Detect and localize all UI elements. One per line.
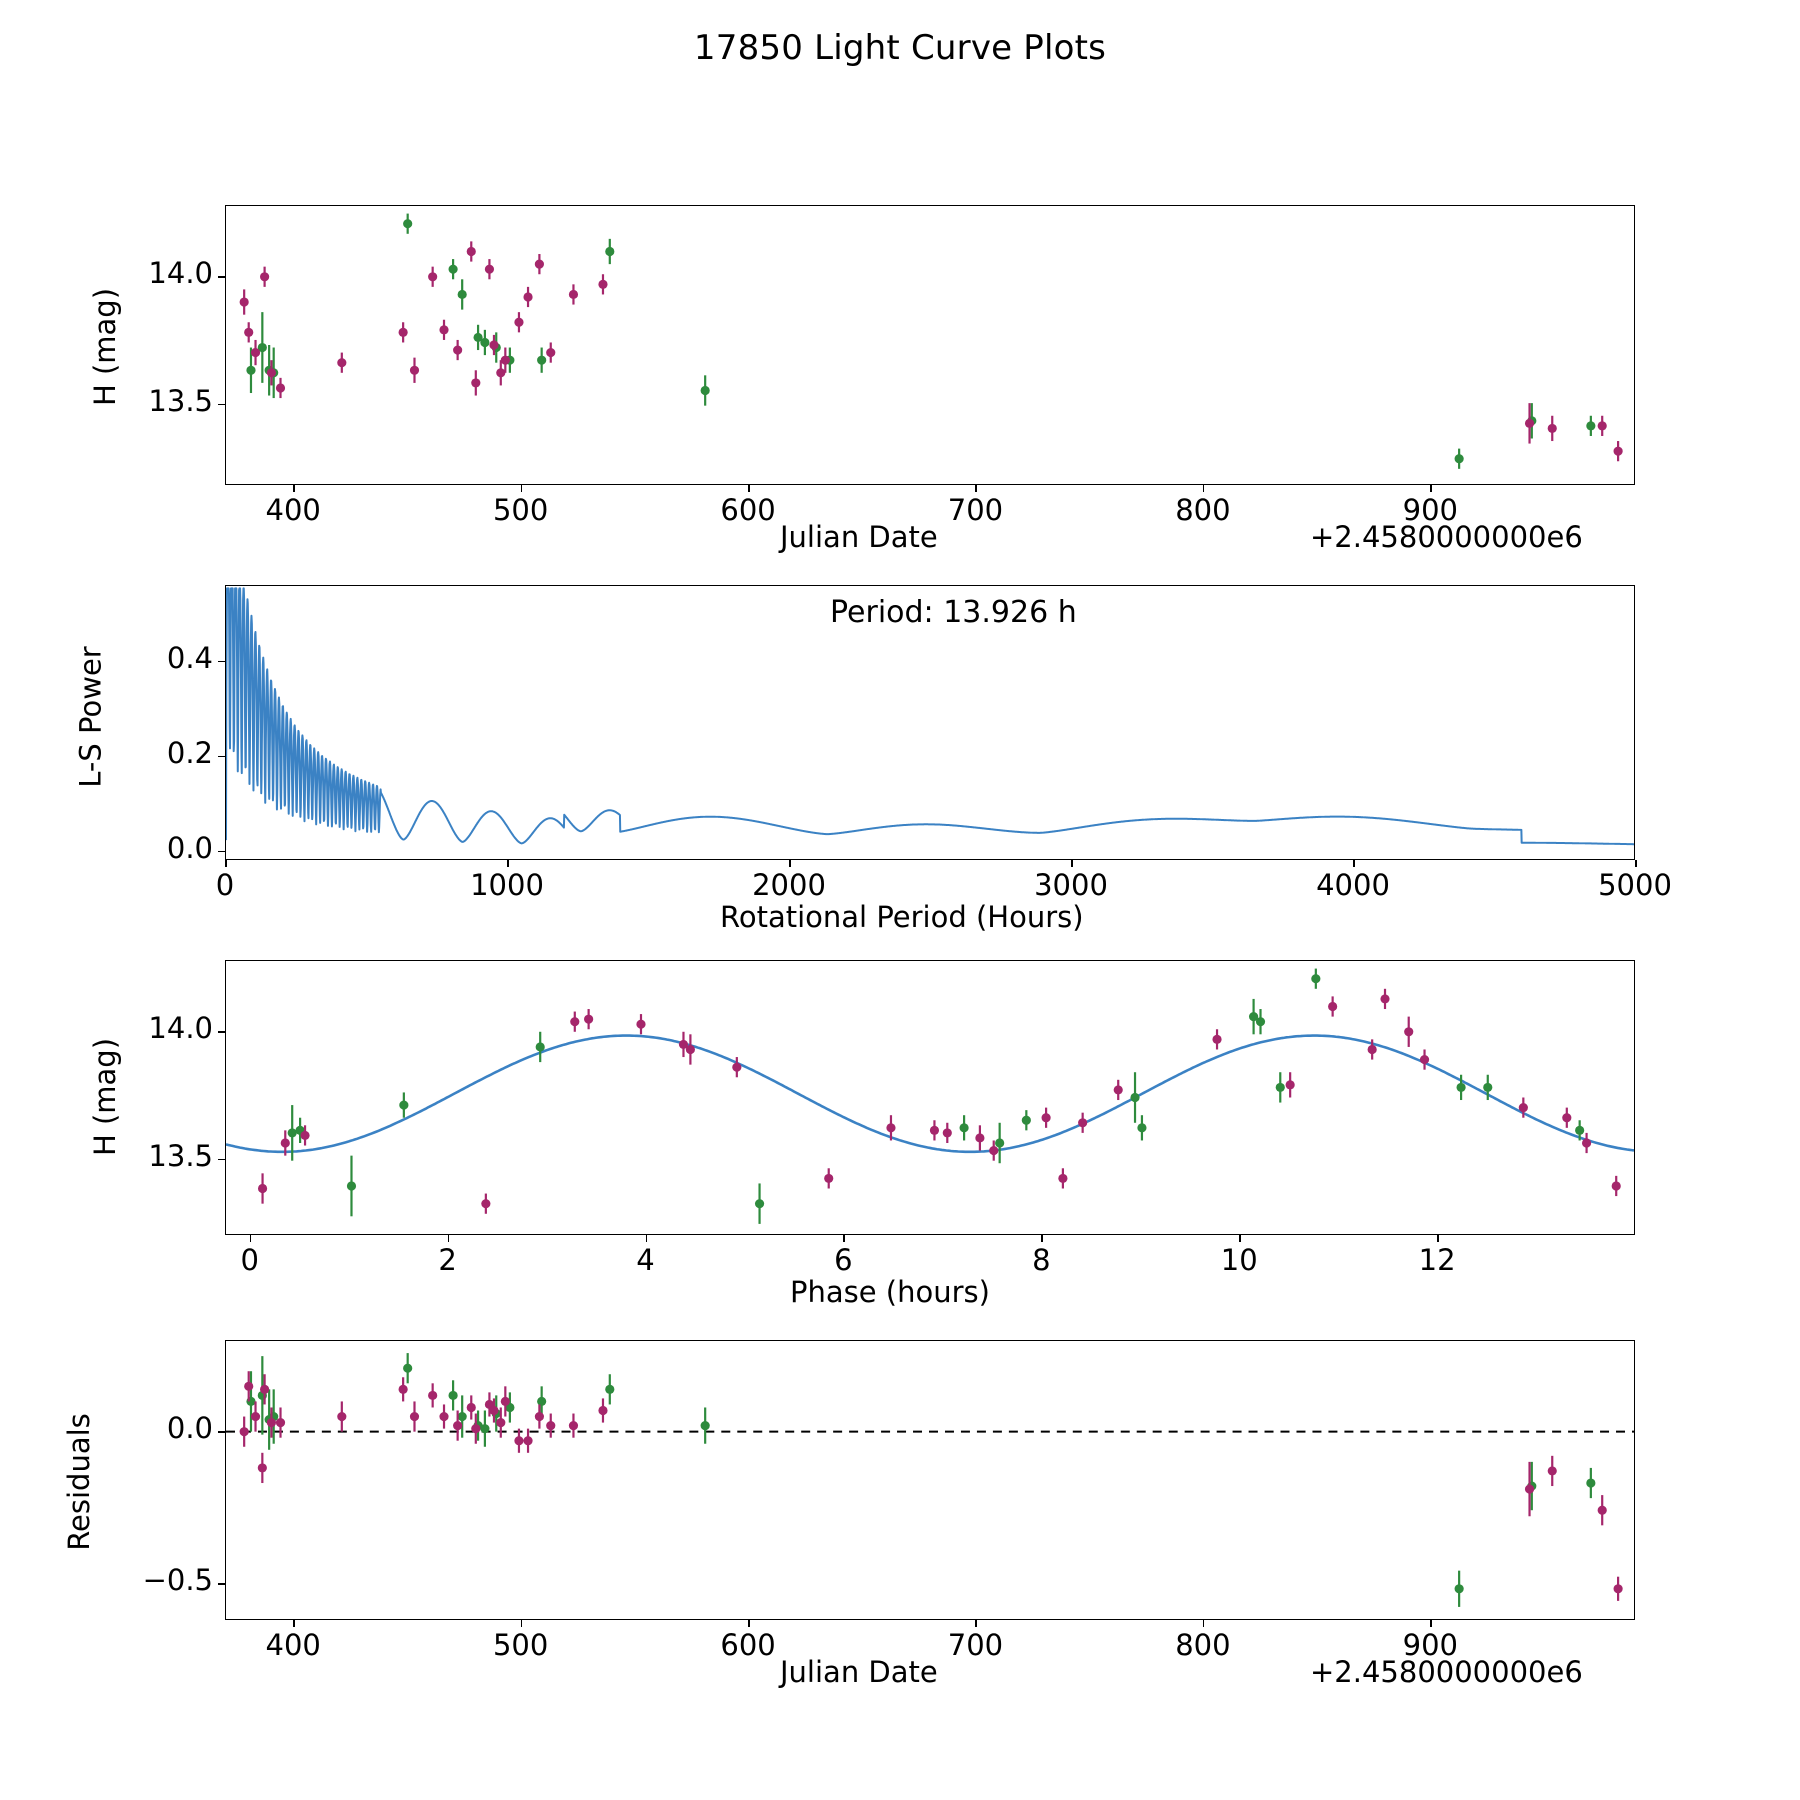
panel2-xtick: 4000 xyxy=(1316,868,1390,902)
panel1-x-axis-offset: +2.4580000000e6 xyxy=(1310,520,1583,554)
panel2-ytick: 0.4 xyxy=(166,640,213,675)
series-green-band xyxy=(246,214,1595,469)
panel1-xtick-mark xyxy=(293,485,295,492)
series-green-band xyxy=(288,969,1585,1224)
panel4-xtick-mark xyxy=(293,1620,295,1627)
panel4-xtick-mark xyxy=(975,1620,977,1627)
panel3-plot-area xyxy=(226,961,1634,1234)
panel4-ytick-mark xyxy=(218,1583,225,1585)
panel4-xtick: 800 xyxy=(1175,1628,1231,1662)
panel1-xtick-mark xyxy=(748,485,750,492)
panel2-xtick: 5000 xyxy=(1598,868,1672,902)
panel4-x-axis-label: Julian Date xyxy=(780,1655,938,1689)
panel3-xtick-mark xyxy=(646,1235,648,1242)
panel1-y-axis-label: H (mag) xyxy=(88,287,123,407)
panel3-xtick: 4 xyxy=(636,1243,655,1277)
panel4-y-axis-label: Residuals xyxy=(61,1413,96,1551)
panel4-xtick: 500 xyxy=(492,1628,549,1662)
panel2-ytick-mark xyxy=(218,661,225,663)
series-magenta-band xyxy=(240,1371,1623,1601)
panel4-x-axis-offset: +2.4580000000e6 xyxy=(1310,1655,1583,1689)
panel-lightcurve-time-series xyxy=(225,205,1635,485)
series-magenta-band xyxy=(258,989,1621,1214)
panel1-plot-area xyxy=(226,206,1634,484)
panel3-xtick: 0 xyxy=(240,1243,259,1277)
panel2-xtick-mark xyxy=(1635,860,1637,867)
figure-title: 17850 Light Curve Plots xyxy=(693,28,1107,68)
panel2-xtick: 1000 xyxy=(470,868,544,902)
panel3-xtick-mark xyxy=(1041,1235,1043,1242)
panel1-ytick-mark xyxy=(218,404,225,406)
panel1-xtick-mark xyxy=(1430,485,1432,492)
panel4-xtick: 600 xyxy=(720,1628,776,1662)
panel2-ytick-mark xyxy=(218,756,225,758)
panel3-xtick-mark xyxy=(843,1235,845,1242)
panel1-x-axis-label: Julian Date xyxy=(780,520,938,554)
panel4-xtick-mark xyxy=(521,1620,523,1627)
panel2-ytick: 0.2 xyxy=(166,735,213,770)
panel4-xtick-mark xyxy=(748,1620,750,1627)
panel-residuals-time-series xyxy=(225,1340,1635,1620)
panel-phase-folded-lightcurve xyxy=(225,960,1635,1235)
panel3-ytick: 13.5 xyxy=(148,1138,213,1173)
panel4-xtick: 900 xyxy=(1402,1628,1458,1662)
series-green-band xyxy=(246,1353,1595,1607)
panel1-ytick: 14.0 xyxy=(148,256,213,291)
panel1-xtick: 700 xyxy=(947,493,1004,527)
panel4-xtick: 400 xyxy=(265,1628,321,1662)
panel3-xtick-mark xyxy=(250,1235,252,1242)
panel2-x-axis-label: Rotational Period (Hours) xyxy=(720,900,1084,934)
panel1-ytick: 13.5 xyxy=(148,383,213,418)
panel2-y-axis-label: L-S Power xyxy=(73,646,108,788)
panel1-xtick-mark xyxy=(975,485,977,492)
panel3-xtick: 8 xyxy=(1032,1243,1051,1277)
panel2-xtick: 3000 xyxy=(1034,868,1108,902)
panel2-xtick-mark xyxy=(507,860,509,867)
panel2-xtick-mark xyxy=(225,860,227,867)
panel3-data-layer xyxy=(226,961,1634,1234)
panel3-y-axis-label: H (mag) xyxy=(88,1037,123,1157)
period-annotation: Period: 13.926 h xyxy=(830,595,1077,630)
panel3-xtick: 10 xyxy=(1220,1243,1258,1277)
fourier-fit-curve xyxy=(226,1036,1634,1152)
panel4-ytick: −0.5 xyxy=(142,1563,213,1598)
panel3-xtick-mark xyxy=(1437,1235,1439,1242)
panel4-xtick-mark xyxy=(1430,1620,1432,1627)
panel3-xtick-mark xyxy=(448,1235,450,1242)
panel2-xtick-mark xyxy=(789,860,791,867)
panel1-data-layer xyxy=(226,206,1634,484)
panel2-xtick-mark xyxy=(1071,860,1073,867)
panel1-xtick: 500 xyxy=(492,493,549,527)
panel1-xtick: 900 xyxy=(1402,493,1458,527)
panel4-plot-area xyxy=(226,1341,1634,1619)
panel3-xtick: 2 xyxy=(438,1243,457,1277)
panel2-xtick: 2000 xyxy=(752,868,826,902)
panel1-xtick-mark xyxy=(1203,485,1205,492)
panel4-ytick: 0.0 xyxy=(166,1411,213,1446)
panel3-ytick-mark xyxy=(218,1031,225,1033)
panel3-ytick-mark xyxy=(218,1159,225,1161)
series-magenta-band xyxy=(240,241,1623,461)
panel4-xtick-mark xyxy=(1203,1620,1205,1627)
panel2-ytick-mark xyxy=(218,851,225,853)
panel3-xtick: 12 xyxy=(1418,1243,1456,1277)
panel4-data-layer xyxy=(226,1341,1634,1619)
panel2-xtick-mark xyxy=(1353,860,1355,867)
panel1-xtick: 800 xyxy=(1175,493,1231,527)
panel3-ytick: 14.0 xyxy=(148,1011,213,1046)
panel3-x-axis-label: Phase (hours) xyxy=(790,1275,990,1309)
panel4-xtick: 700 xyxy=(947,1628,1004,1662)
panel1-xtick: 400 xyxy=(265,493,321,527)
panel1-xtick-mark xyxy=(521,485,523,492)
panel4-ytick-mark xyxy=(218,1431,225,1433)
panel2-xtick: 0 xyxy=(215,868,235,902)
panel3-xtick-mark xyxy=(1239,1235,1241,1242)
panel1-xtick: 600 xyxy=(720,493,776,527)
panel1-ytick-mark xyxy=(218,276,225,278)
panel3-xtick: 6 xyxy=(834,1243,853,1277)
panel2-ytick: 0.0 xyxy=(166,830,213,865)
